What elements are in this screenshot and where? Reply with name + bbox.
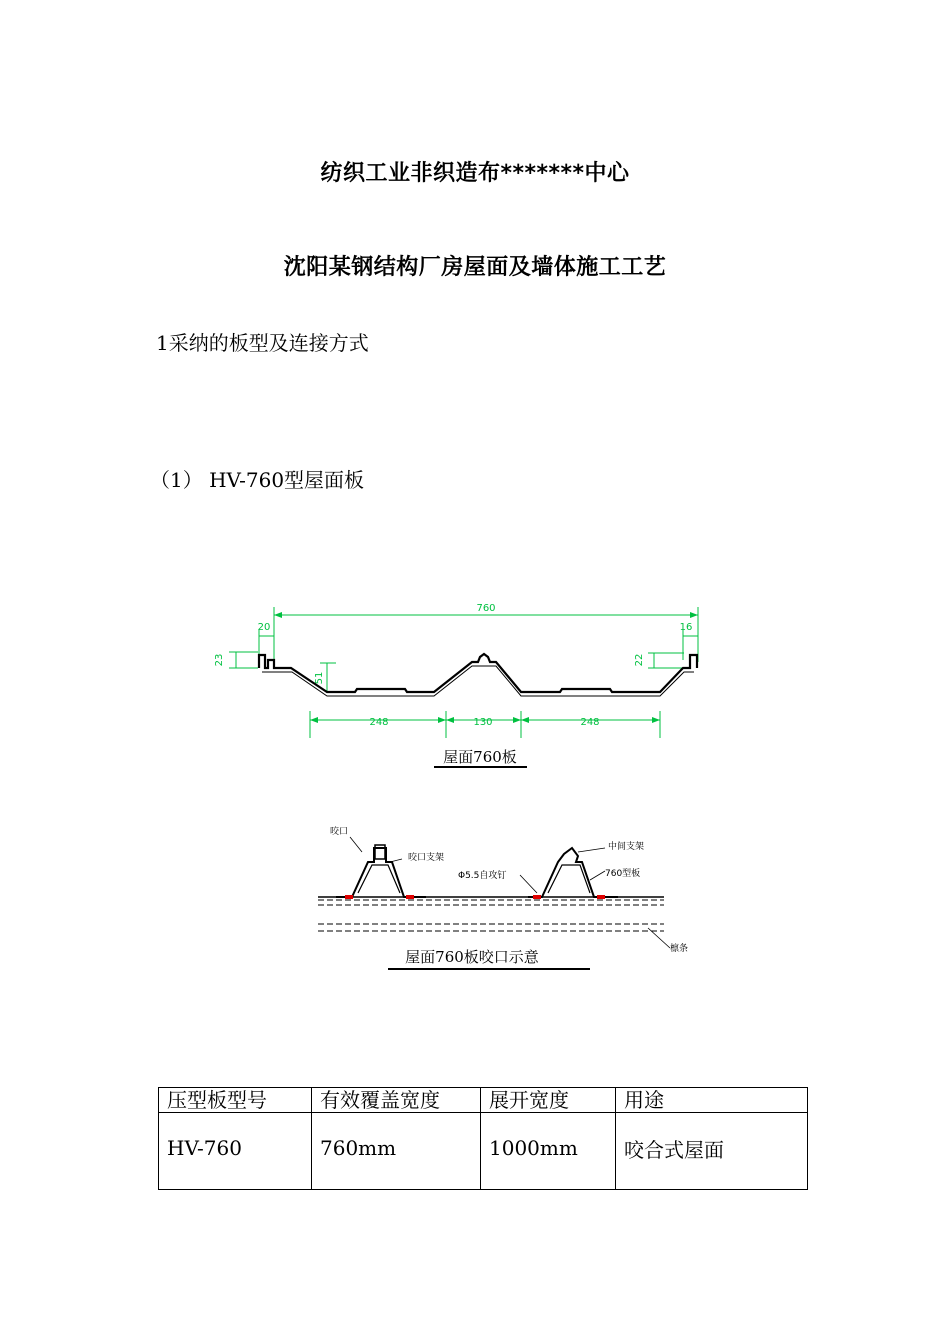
- subsection-heading: （1） HV-760型屋面板: [150, 468, 365, 492]
- document-title: 纺织工业非织造布*******中心: [320, 161, 630, 186]
- seam-diagram-lines: [318, 837, 670, 948]
- table-row: [159, 1113, 808, 1190]
- panel-spec-table: [158, 1087, 808, 1190]
- figure2-caption: 屋面760板咬口示意: [405, 948, 539, 966]
- table-header-row: [159, 1088, 808, 1113]
- dim-span-left: 248: [369, 717, 389, 728]
- table-header-cell: 用途: [616, 1088, 808, 1113]
- label-mid-bracket: 中间支架: [608, 842, 645, 852]
- dim-left-width: 20: [257, 622, 271, 633]
- document-subtitle: 沈阳某钢结构厂房屋面及墙体施工工艺: [283, 255, 667, 280]
- table-cell: 咬合式屋面: [616, 1113, 808, 1190]
- dim-rib-depth: 51: [314, 671, 325, 685]
- label-panel: 760型板: [605, 869, 641, 879]
- label-seam: 咬口: [330, 827, 349, 837]
- dim-right-height: 22: [634, 653, 645, 667]
- section-heading: 1采纳的板型及连接方式: [156, 331, 369, 355]
- table-cell: 760mm: [312, 1113, 481, 1190]
- label-screw: Φ5.5自攻钉: [458, 871, 507, 881]
- dim-total: 760: [476, 603, 496, 614]
- table-header-cell: 有效覆盖宽度: [312, 1088, 481, 1113]
- table-cell: HV-760: [159, 1113, 312, 1190]
- table-header-cell: 压型板型号: [159, 1088, 312, 1113]
- table-cell: 1000mm: [481, 1113, 616, 1190]
- label-purlin: 檩条: [670, 944, 689, 954]
- figure1-caption: 屋面760板: [443, 748, 517, 766]
- dim-right-width: 16: [679, 622, 693, 633]
- label-seam-bracket: 咬口支架: [408, 853, 445, 863]
- dim-span-mid: 130: [473, 717, 493, 728]
- table-header-cell: 展开宽度: [481, 1088, 616, 1113]
- dim-span-right: 248: [580, 717, 600, 728]
- dim-left-height: 23: [214, 653, 225, 667]
